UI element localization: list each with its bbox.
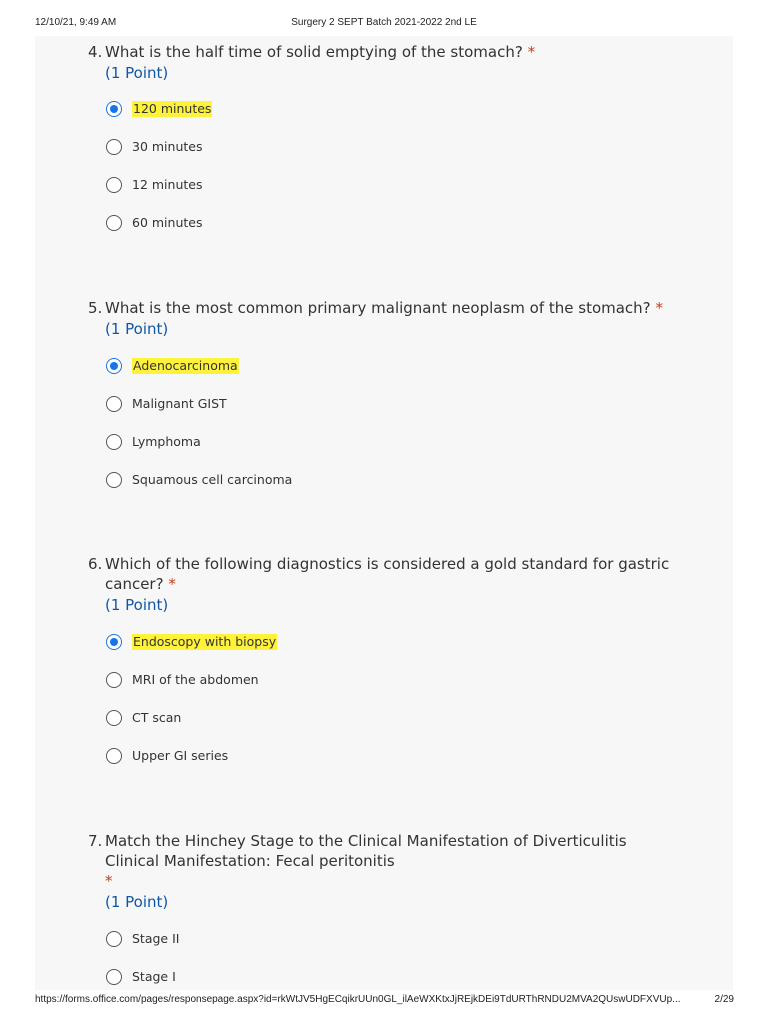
radio-unselected-icon[interactable] xyxy=(106,672,122,688)
question-line: What is the half time of solid emptying of the stomach? xyxy=(105,43,523,61)
question-4 xyxy=(88,42,688,83)
option-label: 120 minutes xyxy=(133,101,212,116)
option-label: Squamous cell carcinoma xyxy=(132,472,293,487)
option-label: MRI of the abdomen xyxy=(132,672,259,687)
page-number: 2/29 xyxy=(714,994,734,1005)
question-line: Clinical Manifestation: Fecal peritonitis xyxy=(105,852,395,870)
question-number: 6. xyxy=(88,555,103,573)
question-text xyxy=(88,831,688,891)
question-line: What is the most common primary malignant neoplasm of the stomach? xyxy=(105,299,651,317)
print-footer xyxy=(0,994,768,1008)
print-datetime: 12/10/21, 9:49 AM xyxy=(35,17,117,28)
option-label: Stage II xyxy=(132,931,180,946)
required-mark: * xyxy=(168,575,176,593)
radio-selected-icon[interactable] xyxy=(106,358,122,374)
print-header xyxy=(0,17,768,31)
question-points: (1 Point) xyxy=(105,596,169,614)
question-text xyxy=(88,298,688,318)
required-mark: * xyxy=(105,872,113,890)
question-line: cancer? xyxy=(105,575,164,593)
option-label: Malignant GIST xyxy=(132,396,227,411)
option-label: 60 minutes xyxy=(132,215,203,230)
question-number: 5. xyxy=(88,299,103,317)
question-points: (1 Point) xyxy=(105,64,169,82)
radio-unselected-icon[interactable] xyxy=(106,748,122,764)
option-label: Stage I xyxy=(132,969,176,984)
radio-unselected-icon[interactable] xyxy=(106,472,122,488)
question-number: 7. xyxy=(88,832,103,850)
required-mark: * xyxy=(655,299,663,317)
radio-unselected-icon[interactable] xyxy=(106,396,122,412)
radio-unselected-icon[interactable] xyxy=(106,215,122,231)
radio-unselected-icon[interactable] xyxy=(106,139,122,155)
question-text xyxy=(88,554,688,594)
question-line: Which of the following diagnostics is considered a gold standard for gastric xyxy=(105,555,670,573)
option-label: Upper GI series xyxy=(132,748,229,763)
option-label: 12 minutes xyxy=(132,177,203,192)
print-title: Surgery 2 SEPT Batch 2021-2022 2nd LE xyxy=(291,17,477,28)
question-text xyxy=(88,42,688,62)
radio-unselected-icon[interactable] xyxy=(106,710,122,726)
question-6 xyxy=(88,554,688,615)
option-label: CT scan xyxy=(132,710,182,725)
option-label: Adenocarcinoma xyxy=(133,358,238,373)
option-label: Lymphoma xyxy=(132,434,201,449)
radio-unselected-icon[interactable] xyxy=(106,434,122,450)
radio-unselected-icon[interactable] xyxy=(106,969,122,985)
option-label: 30 minutes xyxy=(132,139,203,154)
question-number: 4. xyxy=(88,43,103,61)
question-points: (1 Point) xyxy=(105,893,169,911)
question-7 xyxy=(88,831,688,912)
required-mark: * xyxy=(527,43,536,61)
question-points: (1 Point) xyxy=(105,320,169,338)
radio-selected-icon[interactable] xyxy=(106,101,122,117)
radio-selected-icon[interactable] xyxy=(106,634,122,650)
question-line: Match the Hinchey Stage to the Clinical Manifestation of Diverticulitis xyxy=(105,832,627,850)
radio-unselected-icon[interactable] xyxy=(106,931,122,947)
option-label: Endoscopy with biopsy xyxy=(133,634,277,649)
question-5 xyxy=(88,298,688,339)
radio-unselected-icon[interactable] xyxy=(106,177,122,193)
print-url: https://forms.office.com/pages/responsepage.aspx?id=rkWtJV5HgECqikrUUn0GL_ilAeWXKtxJjREjkDEi9TdURThRNDU2MVA2QUswUDFXVUp... xyxy=(35,994,681,1005)
